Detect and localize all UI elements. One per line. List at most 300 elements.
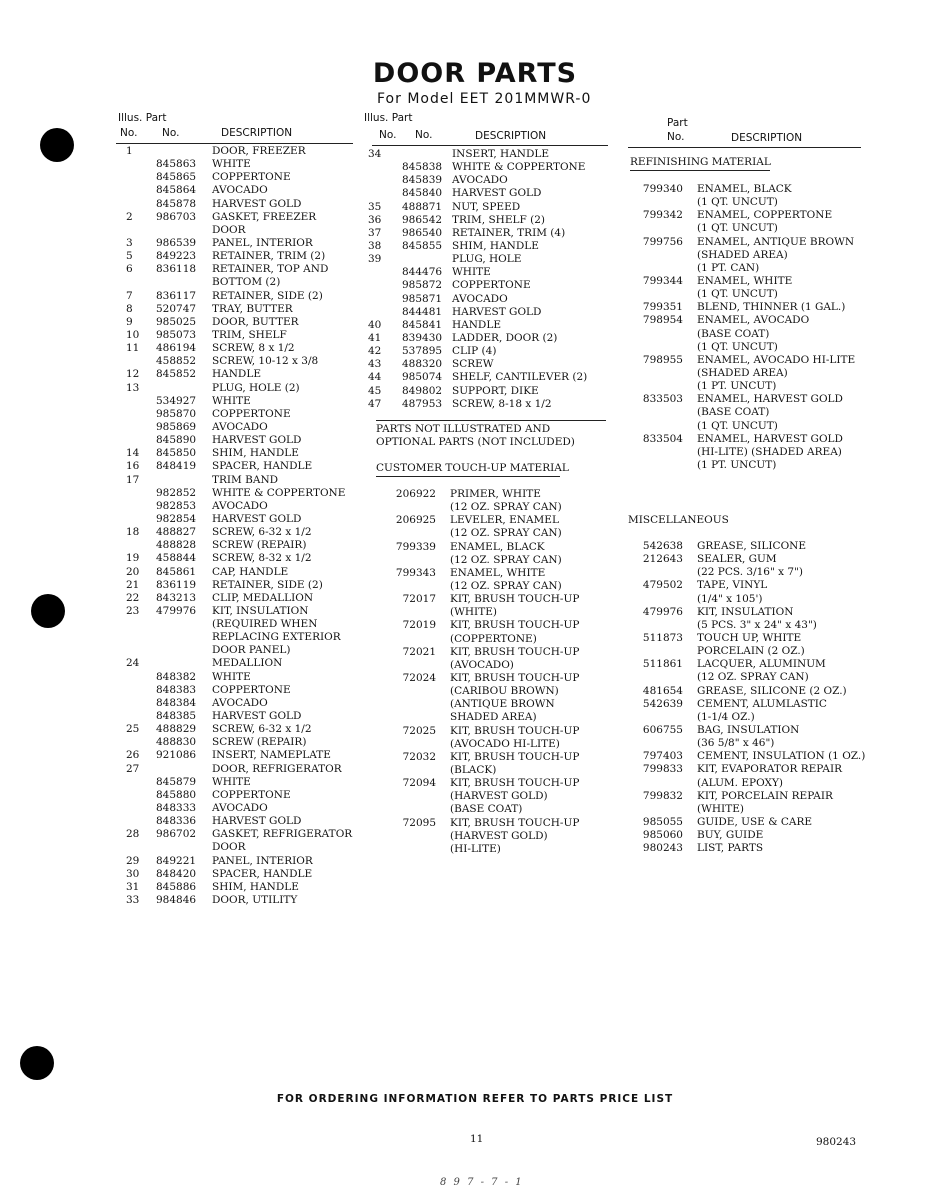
col2-notincluded-line1: PARTS NOT ILLUSTRATED AND [376,423,551,435]
illus-number: 27 [126,762,140,775]
part-description: (1 QT. UNCUT) [697,419,778,432]
part-description: (1-1/4 OZ.) [697,710,755,723]
part-description: DOOR [212,223,246,236]
parts-row [368,240,608,253]
parts-row [376,725,606,738]
part-description: SCREW, 8 x 1/2 [212,342,295,355]
parts-row [368,279,608,292]
parts-row [368,293,608,306]
part-number: 849221 [156,854,197,867]
part-number: 488830 [156,736,197,749]
part-description: (BASE COAT) [697,406,770,419]
part-number: 985871 [402,292,443,305]
part-number: 836118 [156,263,197,276]
part-description: REPLACING EXTERIOR [212,631,341,644]
part-number: 845865 [156,171,197,184]
part-description: TOUCH UP, WHITE [697,631,802,644]
illus-number: 18 [126,526,140,539]
part-description: HANDLE [452,318,501,331]
part-number: 458844 [156,552,197,565]
parts-row [126,828,356,841]
part-description: RETAINER, TOP AND [212,263,329,276]
parts-row [623,842,863,855]
illus-number: 14 [126,447,140,460]
part-description: (ALUM. EPOXY) [697,776,784,789]
part-number: 986702 [156,828,197,841]
parts-row [126,237,356,250]
part-description: SHELF, CANTILEVER (2) [452,371,588,384]
parts-row [623,763,863,776]
parts-row [376,711,606,724]
part-number: 72032 [402,750,436,763]
parts-row [623,183,863,196]
part-description: AVOCADO [212,499,268,512]
illus-number: 35 [368,200,382,213]
col2-header-description: DESCRIPTION [475,130,547,142]
parts-row [623,711,863,724]
part-description: (12 OZ. SPRAY CAN) [450,553,562,566]
part-description: COPPERTONE [452,279,531,292]
part-description: HARVEST GOLD [212,710,302,723]
parts-row [623,724,863,737]
part-description: WHITE [212,158,251,171]
col3-refinishing-rule [630,170,770,171]
part-number: 481654 [642,684,683,697]
part-description: SCREW, 6-32 x 1/2 [212,526,312,539]
binder-hole-top [40,128,74,162]
part-number: 511873 [642,631,683,644]
parts-row [623,658,863,671]
parts-row [376,514,606,527]
part-description: (WHITE) [697,802,744,815]
part-description: SCREW, 8-32 x 1/2 [212,552,312,565]
part-number: 212643 [642,553,683,566]
col3-refinishing-heading: REFINISHING MATERIAL [630,156,771,168]
parts-row [126,263,356,276]
parts-row [126,290,356,303]
illus-number: 43 [368,358,382,371]
parts-row [623,262,863,275]
parts-row [126,158,356,171]
part-description: (1 QT. UNCUT) [697,196,778,209]
parts-row [126,316,356,329]
part-number: 72025 [402,724,436,737]
part-description: BOTTOM (2) [212,276,281,289]
part-description: SHIM, HANDLE [212,447,299,460]
illus-number: 30 [126,867,140,880]
part-description: KIT, BRUSH TOUCH-UP [450,619,580,632]
part-number: 534927 [156,394,197,407]
part-description: WHITE [452,266,491,279]
part-number: 836117 [156,289,197,302]
part-description: LADDER, DOOR (2) [452,331,558,344]
illus-number: 33 [126,894,140,907]
illus-number: 25 [126,723,140,736]
part-number: 488871 [402,200,443,213]
parts-row [376,764,606,777]
part-number: 72095 [402,816,436,829]
part-description: SUPPORT, DIKE [452,384,539,397]
parts-row [126,763,356,776]
illus-number: 40 [368,318,382,331]
parts-row [623,420,863,433]
parts-row [126,460,356,473]
part-description: CLIP (4) [452,345,497,358]
part-description: SCREW (REPAIR) [212,736,307,749]
parts-row [126,881,356,894]
illus-number: 19 [126,552,140,565]
part-number: 488828 [156,539,197,552]
part-description: WHITE & COPPERTONE [212,486,346,499]
part-number: 798954 [642,314,683,327]
part-description: INSERT, NAMEPLATE [212,749,331,762]
part-description: (1 PT. UNCUT) [697,380,777,393]
illus-number: 36 [368,213,382,226]
col2-header-rule [372,145,608,146]
parts-row [376,659,606,672]
parts-row [623,314,863,327]
parts-row [623,645,863,658]
parts-row [368,201,608,214]
part-number: 799340 [642,183,683,195]
part-description: BAG, INSULATION [697,723,800,736]
parts-row [623,553,863,566]
part-number: 984846 [156,894,197,907]
col2-parts-list [368,148,608,411]
part-number: 836119 [156,578,197,591]
part-description: MEDALLION [212,657,283,670]
part-number: 848333 [156,802,197,815]
parts-row [623,288,863,301]
part-description: KIT, BRUSH TOUCH-UP [450,816,580,829]
part-description: HARVEST GOLD [212,197,302,210]
parts-row [368,214,608,227]
illus-number: 7 [126,289,133,302]
part-number: 980243 [642,842,683,855]
illus-number: 12 [126,368,140,381]
parts-row [126,408,356,421]
part-number: 479976 [156,604,197,617]
part-description: AVOCADO [452,174,508,187]
part-number: 985055 [642,815,683,828]
part-number: 844481 [402,305,443,318]
col3-refinishing-list [623,183,863,472]
part-description: ENAMEL, WHITE [450,566,546,579]
parts-row [126,631,356,644]
part-number: 848420 [156,867,197,880]
parts-row [623,566,863,579]
part-description: (1 PT. CAN) [697,261,760,274]
col2-notincluded-rule [376,420,606,421]
part-description: (12 OZ. SPRAY CAN) [450,501,562,514]
part-description: (22 PCS. 3/16" x 7") [697,566,803,579]
parts-row [126,815,356,828]
illus-number: 41 [368,331,382,344]
part-description: COPPERTONE [212,407,291,420]
parts-row [376,501,606,514]
col3-header-description: DESCRIPTION [731,132,803,144]
parts-row [376,527,606,540]
page-title: DOOR PARTS [372,58,578,89]
parts-row [126,789,356,802]
parts-row [623,790,863,803]
parts-row [368,332,608,345]
part-number: 799832 [642,789,683,802]
parts-row [126,802,356,815]
part-description: COPPERTONE [212,683,291,696]
illus-number: 3 [126,236,133,249]
part-number: 479502 [642,579,683,592]
part-description: DOOR, FREEZER [212,145,306,157]
part-description: KIT, BRUSH TOUCH-UP [450,671,580,684]
part-description: AVOCADO [212,184,268,197]
part-number: 848385 [156,710,197,723]
part-number: 986540 [402,226,443,239]
part-number: 458852 [156,355,197,368]
col3-misc-heading: MISCELLANEOUS [628,514,729,526]
part-description: TRIM, SHELF [212,328,287,341]
part-description: PRIMER, WHITE [450,488,541,500]
parts-row [376,777,606,790]
parts-row [126,855,356,868]
part-description: KIT, PORCELAIN REPAIR [697,789,833,802]
parts-row [126,421,356,434]
parts-row [126,618,356,631]
parts-row [368,148,608,161]
parts-row [623,301,863,314]
part-number: 845840 [402,187,443,200]
parts-row [623,671,863,684]
part-number: 985872 [402,279,443,292]
illus-number: 17 [126,473,140,486]
part-description: INSERT, HANDLE [452,148,550,160]
part-number: 72024 [402,671,436,684]
parts-row [376,567,606,580]
parts-row [623,619,863,632]
part-description: (BASE COAT) [450,803,523,816]
part-description: ENAMEL, AVOCADO [697,314,810,327]
part-description: DOOR, REFRIGERATOR [212,762,342,775]
part-description: (SHADED AREA) [697,366,788,379]
parts-row [126,671,356,684]
parts-row [623,750,866,763]
illus-number: 39 [368,253,382,266]
parts-row [623,354,863,367]
illus-number: 22 [126,591,140,604]
illus-number: 38 [368,239,382,252]
parts-row [376,843,606,856]
part-number: 845863 [156,158,197,171]
parts-row [623,606,863,619]
part-description: ENAMEL, HARVEST GOLD [697,432,843,445]
parts-row [376,633,606,646]
illus-number: 34 [368,148,382,160]
parts-row [623,406,863,419]
parts-row [376,751,606,764]
part-description: ENAMEL, BLACK [450,540,545,553]
part-description: SCREW (REPAIR) [212,539,307,552]
parts-row [376,580,606,593]
part-number: 797403 [642,750,683,763]
part-description: (AVOCADO HI-LITE) [450,737,560,750]
illus-number: 24 [126,657,140,670]
parts-row [623,593,863,606]
parts-row [126,329,356,342]
part-description: DOOR, BUTTER [212,315,299,328]
part-description: ENAMEL, WHITE [697,274,793,287]
parts-row [368,398,608,411]
parts-row [126,368,356,381]
parts-row [126,841,356,854]
part-number: 848384 [156,696,197,709]
part-number: 542639 [642,697,683,710]
parts-row [126,250,356,263]
col3-header-no: No. [667,131,685,143]
part-number: 985025 [156,315,197,328]
part-description: (REQUIRED WHEN [212,618,318,631]
part-number: 845839 [402,174,443,187]
part-description: HARVEST GOLD [212,815,302,828]
parts-row [368,345,608,358]
illus-number: 37 [368,226,382,239]
handwritten-stamp: 8 9 7 - 7 - 1 [440,1177,524,1188]
part-description: SHIM, HANDLE [452,239,539,252]
part-number: 488827 [156,526,197,539]
part-number: 849802 [402,384,443,397]
col2-touchup-list [376,488,606,856]
col1-header-no2: No. [162,127,180,139]
parts-row [126,303,356,316]
parts-row [126,211,356,224]
part-description: HARVEST GOLD [212,434,302,447]
parts-row [126,500,356,513]
part-number: 982854 [156,512,197,525]
part-number: 537895 [402,345,443,358]
parts-row [368,161,608,174]
part-description: WHITE [212,670,251,683]
part-number: 542638 [642,540,683,552]
part-description: (1/4" x 105') [697,592,763,605]
part-description: AVOCADO [212,802,268,815]
part-number: 985870 [156,407,197,420]
parts-row [368,266,608,279]
part-description: PANEL, INTERIOR [212,236,313,249]
parts-row [126,539,356,552]
part-description: KIT, BRUSH TOUCH-UP [450,777,580,790]
part-description: PLUG, HOLE (2) [212,381,300,394]
part-number: 848419 [156,460,197,473]
part-description: ENAMEL, COPPERTONE [697,209,833,222]
illus-number: 9 [126,315,133,328]
parts-row [376,646,606,659]
parts-row [623,393,863,406]
illus-number: 13 [126,381,140,394]
parts-row [126,684,356,697]
part-description: (AVOCADO) [450,658,514,671]
part-description: COPPERTONE [212,171,291,184]
part-number: 845861 [156,565,197,578]
part-description: (12 OZ. SPRAY CAN) [697,671,809,684]
parts-row [126,395,356,408]
parts-row [623,698,863,711]
part-description: SCREW [452,358,494,371]
parts-row [126,605,356,618]
parts-row [623,829,863,842]
part-description: ENAMEL, BLACK [697,183,792,195]
part-number: 799351 [642,301,683,314]
part-number: 845855 [402,239,443,252]
part-number: 833503 [642,393,683,406]
part-description: (SHADED AREA) [697,248,788,261]
parts-row [126,487,356,500]
part-number: 986542 [402,213,443,226]
parts-row [368,385,608,398]
part-number: 985060 [642,829,683,842]
part-description: (HARVEST GOLD) [450,829,548,842]
part-number: 921086 [156,749,197,762]
part-description: KIT, EVAPORATOR REPAIR [697,763,842,776]
part-description: SCREW, 6-32 x 1/2 [212,723,312,736]
part-description: RETAINER, SIDE (2) [212,578,323,591]
part-description: KIT, INSULATION [697,605,794,618]
part-description: KIT, INSULATION [212,604,309,617]
parts-row [623,249,863,262]
illus-number: 42 [368,345,382,358]
parts-row [376,554,606,567]
part-description: KIT, BRUSH TOUCH-UP [450,645,580,658]
col1-header-illus: Illus. Part [118,112,167,124]
part-number: 206925 [395,514,436,527]
part-number: 606755 [642,723,683,736]
parts-row [126,749,356,762]
part-description: SPACER, HANDLE [212,460,313,473]
parts-row [368,371,608,384]
illus-number: 2 [126,210,133,223]
col2-touchup-heading: CUSTOMER TOUCH-UP MATERIAL [376,462,569,474]
illus-number: 1 [126,145,133,157]
parts-row [126,894,356,907]
parts-row [376,685,606,698]
parts-row [623,459,863,472]
col1-header-no: No. [120,127,138,139]
illus-number: 20 [126,565,140,578]
parts-row [126,224,356,237]
part-number: 799342 [642,209,683,222]
part-description: (1 QT. UNCUT) [697,288,778,301]
part-description: CEMENT, INSULATION (1 OZ.) [697,750,866,763]
part-number: 799344 [642,274,683,287]
part-number: 845841 [402,318,443,331]
part-number: 487953 [402,397,443,410]
parts-row [376,541,606,554]
part-number: 982852 [156,486,197,499]
part-description: LEVELER, ENAMEL [450,514,559,527]
part-description: (ANTIQUE BROWN [450,698,555,711]
part-number: 845880 [156,788,197,801]
part-description: (HI-LITE) (SHADED AREA) [697,445,842,458]
parts-row [623,367,863,380]
part-description: (WHITE) [450,606,497,619]
illus-number: 29 [126,854,140,867]
part-description: TAPE, VINYL [697,579,768,592]
parts-row [126,171,356,184]
part-description: TRIM, SHELF (2) [452,213,545,226]
part-description: RETAINER, SIDE (2) [212,289,323,302]
part-description: ENAMEL, ANTIQUE BROWN [697,235,855,248]
parts-row [126,868,356,881]
part-description: COPPERTONE [212,788,291,801]
part-description: PORCELAIN (2 OZ.) [697,645,805,658]
